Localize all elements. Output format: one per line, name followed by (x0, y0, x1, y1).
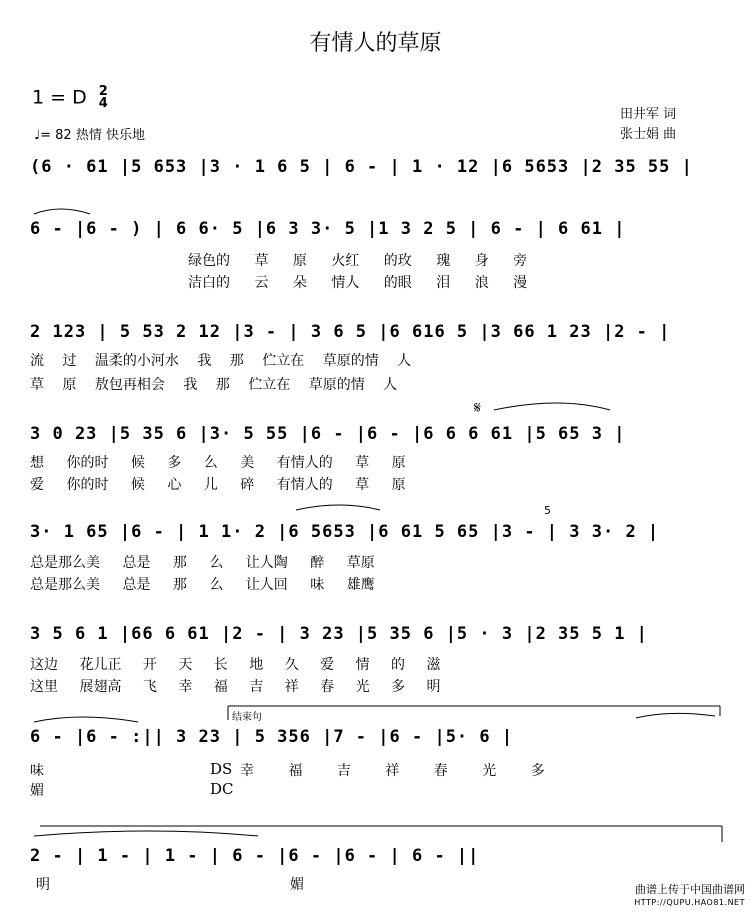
tempo-marking: ♩= 82 热情 快乐地 (34, 128, 145, 143)
lyrics-line-7b: 媚 (30, 783, 44, 799)
score-line-4: 3 0 23 |5 35 6 |3· 5 55 |6 - |6 - |6 6 6 61 |5 65 3 | (30, 424, 626, 444)
lyrics-line-2b: 洁白的 云 朵 情人 的眼 泪 浪 漫 (188, 275, 528, 291)
segno-icon: 𝄋 (474, 398, 481, 417)
key-label: 1 = D (32, 86, 87, 109)
lyrics-line-2a: 绿色的 草 原 火红 的玫 瑰 身 旁 (188, 253, 528, 269)
footer-line-2: HTTP://QUPU.HAO81.NET (634, 898, 745, 907)
composer-credit: 张士娟 曲 (620, 127, 677, 142)
score-line-7: 6 - |6 - :|| 3 23 | 5 356 |7 - |6 - |5· 6 | (30, 727, 514, 747)
score-line-5: 3· 1 65 |6 - | 1 1· 2 |6 5653 |6 61 5 65 |3 - | 3 3· 2 | (30, 522, 660, 542)
time-bottom: 4 (98, 96, 108, 111)
lyrics-line-6a: 这边 花儿正 开 天 长 地 久 爱 情 的 滋 (30, 657, 441, 673)
footer-line-1: 曲谱上传于中国曲谱网 (635, 883, 745, 896)
lyrics-line-7a: 味 (30, 763, 44, 779)
lyrics-line-5a: 总是那么美 总是 那 么 让人陶 醉 草原 (30, 555, 375, 571)
lyrics-line-4b: 爱 你的时 候 心 儿 碎 有情人的 草 原 (30, 477, 406, 493)
score-line-8: 2 - | 1 - | 1 - | 6 - |6 - |6 - | 6 - || (30, 846, 480, 866)
lyrics-line-5b: 总是那么美 总是 那 么 让人回 味 雄鹰 (30, 577, 375, 593)
page-title: 有情人的草原 (309, 31, 442, 56)
lyricist-credit: 田井军 词 (620, 107, 677, 122)
lyrics-line-3b: 草 原 敖包再相会 我 那 伫立在 草原的情 人 (30, 377, 398, 393)
lyrics-line-4a: 想 你的时 候 多 么 美 有情人的 草 原 (30, 455, 406, 471)
site-footer (634, 883, 745, 909)
dc-marking: DC (210, 780, 234, 798)
ending-label: 结束句 (232, 712, 262, 723)
lyrics-line-7-tail: 幸 福 吉 祥 春 光 多 (240, 763, 545, 779)
score-line-3: 2 123 | 5 53 2 12 |3 - | 3 6 5 |6 616 5 |3 66 1 23 |2 - | (30, 322, 671, 342)
volta-number: 5 (544, 504, 551, 517)
ds-marking: DS (210, 760, 233, 778)
lyrics-line-8a: 明 (36, 877, 50, 893)
score-line-2: 6 - |6 - ) | 6 6· 5 |6 3 3· 5 |1 3 2 5 | 6 - | 6 61 | (30, 219, 626, 239)
lyrics-line-3a: 流 过 温柔的小河水 我 那 伫立在 草原的情 人 (30, 353, 412, 369)
score-line-1: (6 · 61 |5 653 |3 · 1 6 5 | 6 - | 1 · 12 |6 5653 |2 35 55 | (30, 157, 693, 177)
lyrics-line-8-mid: 媚 (290, 877, 304, 893)
time-top: 2 (98, 84, 108, 99)
score-line-6: 3 5 6 1 |66 6 61 |2 - | 3 23 |5 35 6 |5 · 3 |2 35 5 1 | (30, 624, 648, 644)
lyrics-line-6b: 这里 展翅高 飞 幸 福 吉 祥 春 光 多 明 (30, 679, 441, 695)
